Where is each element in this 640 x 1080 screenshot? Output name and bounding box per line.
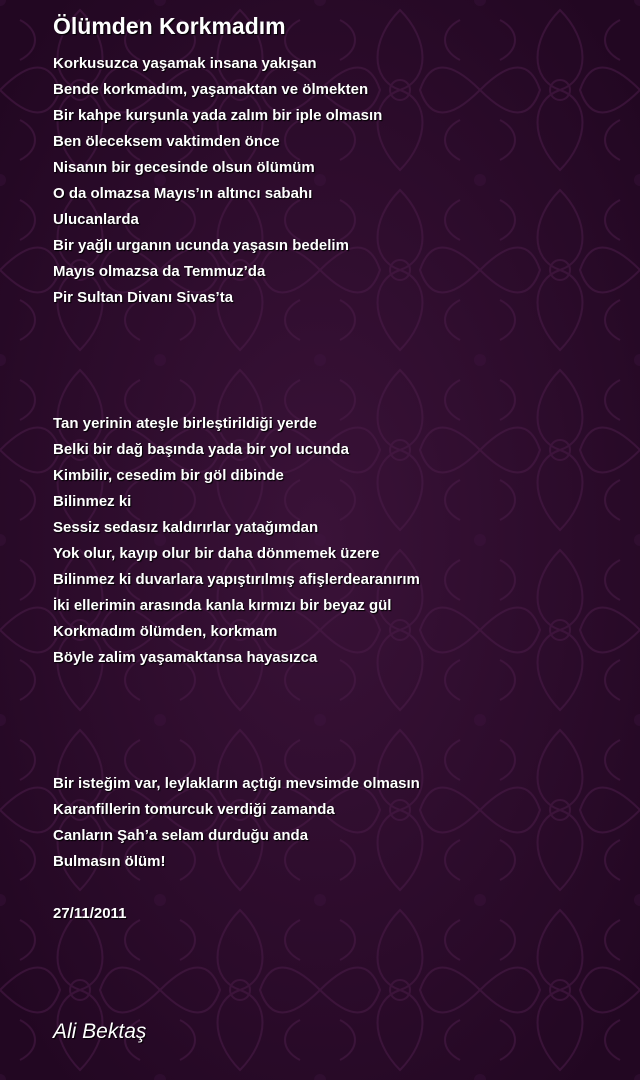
poem-title: Ölümden Korkmadım [53,13,286,39]
stanza-2 [53,411,420,671]
poem-line: Böyle zalim yaşamaktansa hayasızca [53,649,318,666]
poem-line: Karanfillerin tomurcuk verdiği zamanda [53,801,335,818]
poem-line: Kimbilir, cesedim bir göl dibinde [53,467,284,484]
poem-line: Pir Sultan Divanı Sivas’ta [53,289,234,306]
poem-author: Ali Bektaş [53,1020,147,1043]
poem-line: Bir kahpe kurşunla yada zalım bir iple olmasın [53,107,383,124]
poem-line: Bir isteğim var, leylakların açtığı mevsimde olmasın [53,775,420,792]
poem-line: İki ellerimin arasında kanla kırmızı bir beyaz gül [53,597,392,614]
poem-line: Sessiz sedasız kaldırırlar yatağımdan [53,519,319,536]
stanza-1 [53,51,382,311]
poem-line: Bilinmez ki [53,493,132,510]
poem-line: Mayıs olmazsa da Temmuz’da [53,263,266,280]
poem-line: Korkusuzca yaşamak insana yakışan [53,55,317,72]
poem-date: 27/11/2011 [53,905,127,922]
poem-line: Yok olur, kayıp olur bir daha dönmemek üzere [53,545,380,562]
poem-line: Korkmadım ölümden, korkmam [53,623,278,640]
poem-line: Bilinmez ki duvarlara yapıştırılmış afişlerdearanırım [53,571,420,588]
poem-line: Bende korkmadım, yaşamaktan ve ölmekten [53,81,369,98]
poem-line: Tan yerinin ateşle birleştirildiği yerde [53,415,317,432]
poem-line: Canların Şah’a selam durduğu anda [53,827,309,844]
poem-line: Nisanın bir gecesinde olsun ölümüm [53,159,315,176]
poem-line: Ben öleceksem vaktimden önce [53,133,280,150]
poem-line: Bir yağlı urganın ucunda yaşasın bedelim [53,237,349,254]
poem-line: Belki bir dağ başında yada bir yol ucunda [53,441,349,458]
poem-line: O da olmazsa Mayıs’ın altıncı sabahı [53,185,313,202]
poem-line: Bulmasın ölüm! [53,853,166,870]
stanza-3 [53,771,420,875]
poem-line: Ulucanlarda [53,211,139,228]
